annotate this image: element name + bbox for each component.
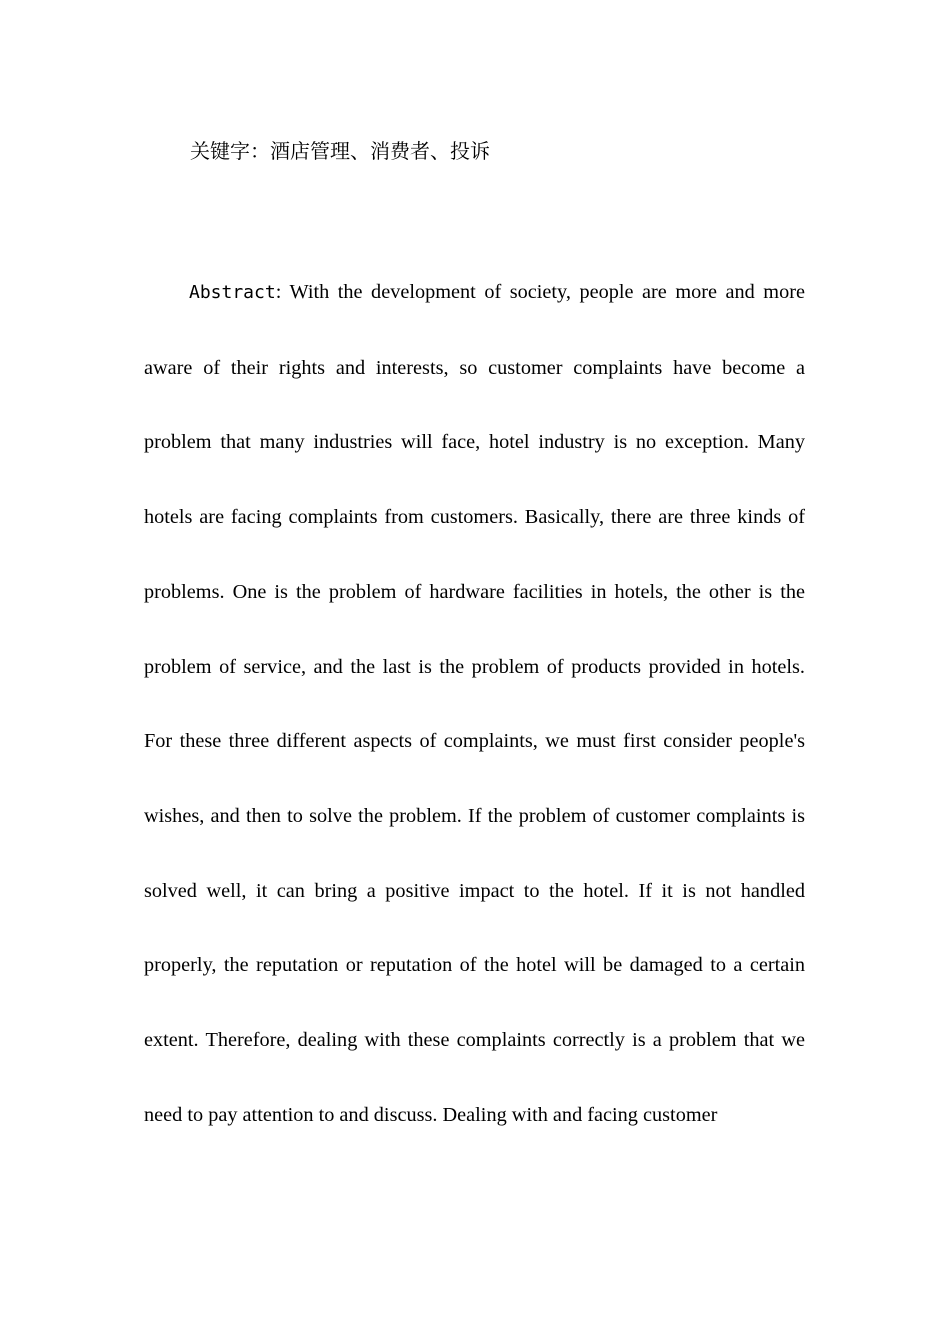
abstract-text: With the development of society, people are more and more aware of their rights and interests, so customer complaints have become a problem that many industries will face, hotel industry is no exception. Many hotels are facing complaints from customers. Basically, there are three kinds of problems. One is the problem of hardware facilities in hotels, the other is the problem of service, and the last is the problem of products provided in hotels. For these three different aspects of complaints, we must first consider people's wishes, and then to solve the problem. If the problem of customer complaints is solved well, it can bring a positive impact to the hotel. If it is not handled properly, the reputation or reputation of the hotel will be damaged to a certain extent. Therefore, dealing with these complaints correctly is a problem that we need to pay attention to and discuss. Dealing with and facing customer — [144, 281, 805, 1126]
keywords-label: 关键字： — [190, 139, 270, 163]
abstract-paragraph — [144, 255, 805, 1152]
keywords-value: 酒店管理、消费者、投诉 — [270, 139, 490, 163]
abstract-separator: : — [275, 281, 282, 303]
keywords-line — [190, 136, 830, 166]
abstract-label: Abstract — [189, 282, 276, 303]
